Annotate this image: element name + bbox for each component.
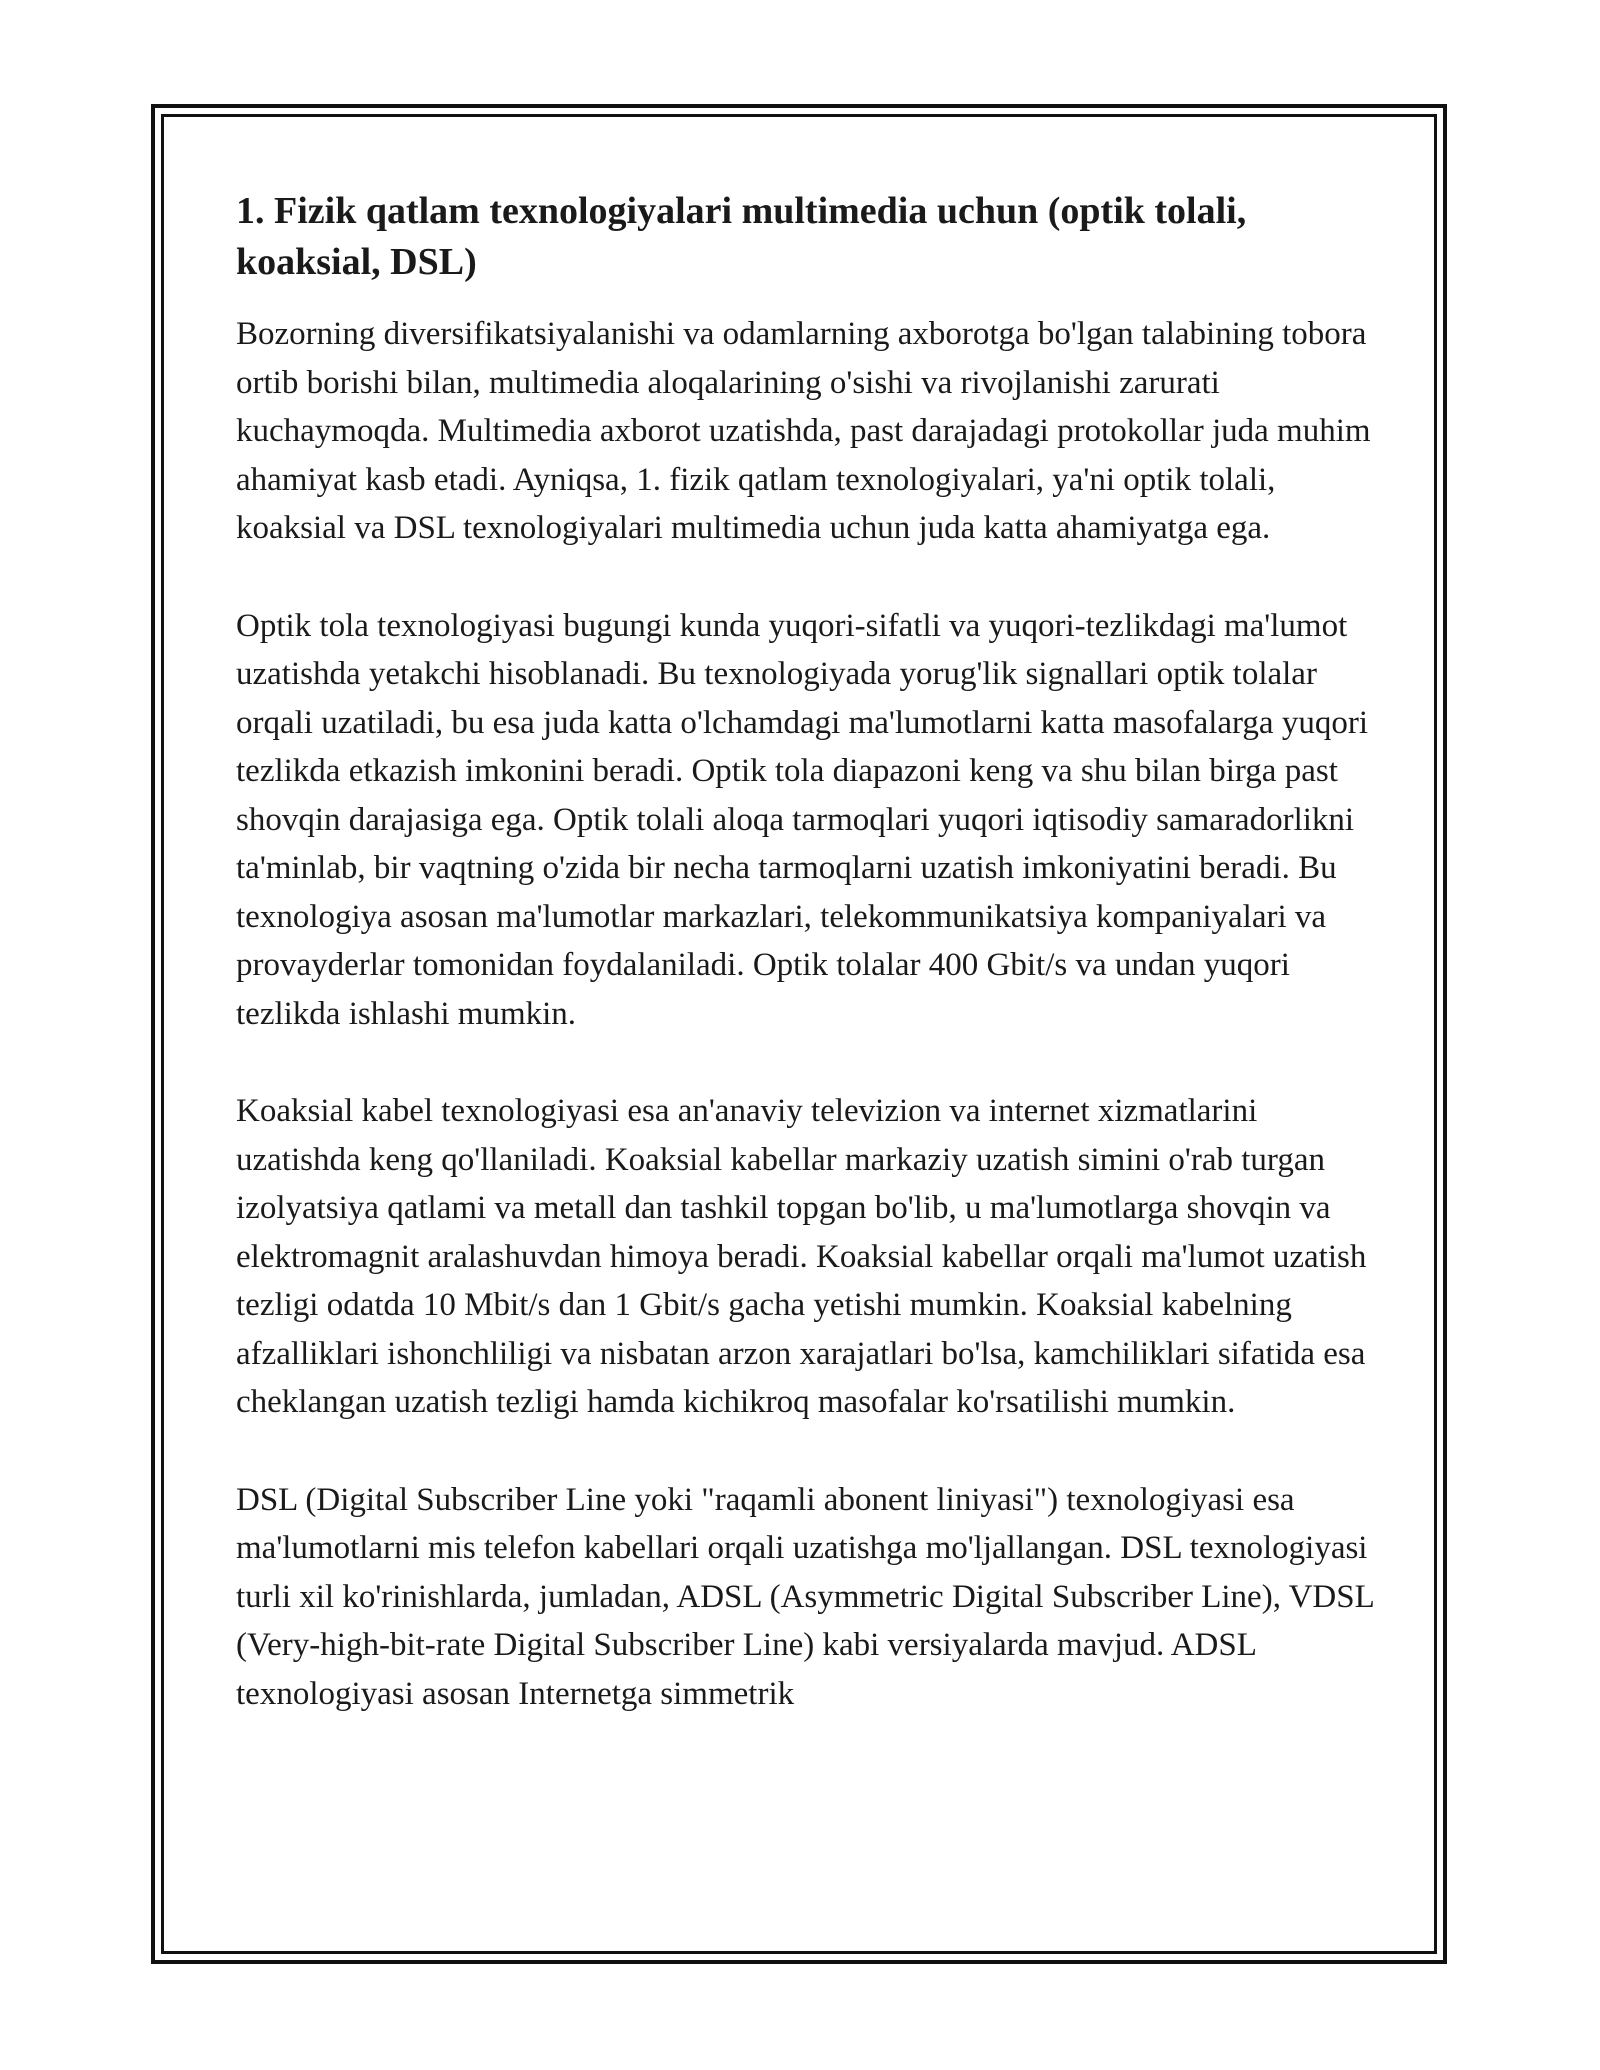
- paragraph-coaxial: Koaksial kabel texnologiyasi esa an'anaviy televizion va internet xizmatlarini uzatishda keng qo'llaniladi. Koaksial kabellar markaziy uzatish simini o'rab turgan izolyatsiya qatlami va metall dan tashkil topgan bo'lib, u ma'lumotlarga shovqin va elektromagnit aralashuvdan himoya beradi. Koaksial kabellar orqali ma'lumot uzatish tezligi odatda 10 Mbit/s dan 1 Gbit/s gacha yetishi mumkin. Koaksial kabelning afzalliklari ishonchliligi va nisbatan arzon xarajatlari bo'lsa, kamchiliklari sifatida esa cheklangan uzatish tezligi hamda kichikroq masofalar ko'rsatilishi mumkin.: [236, 1093, 1367, 1420]
- paragraph-optical-fiber: Optik tola texnologiyasi bugungi kunda yuqori-sifatli va yuqori-tezlikdagi ma'lumot uzatishda yetakchi hisoblanadi. Bu texnologiyada yorug'lik signallari optik tolalar orqali uzatiladi, bu esa juda katta o'lchamdagi ma'lumotlarni katta masofalarga yuqori tezlikda etkazish imkonini beradi. Optik tola diapazoni keng va shu bilan birga past shovqin darajasiga ega. Optik tolali aloqa tarmoqlari yuqori iqtisodiy samaradorlikni ta'minlab, bir vaqtning o'zida bir necha tarmoqlarni uzatish imkoniyatini beradi. Bu texnologiya asosan ma'lumotlar markazlari, telekommunikatsiya kompaniyalari va provayderlar tomonidan foydalaniladi. Optik tolalar 400 Gbit/s va undan yuqori tezlikda ishlashi mumkin.: [236, 607, 1368, 1032]
- paragraph-dsl: DSL (Digital Subscriber Line yoki "raqamli abonent liniyasi") texnologiyasi esa ma'lumotlarni mis telefon kabellari orqali uzatishga mo'ljallangan. DSL texnologiyasi turli xil ko'rinishlarda, jumladan, ADSL (Asymmetric Digital Subscriber Line), VDSL (Very-high-bit-rate Digital Subscriber Line) kabi versiyalarda mavjud. ADSL texnologiyasi asosan Internetga simmetrik: [236, 1481, 1374, 1712]
- section-heading: 1. Fizik qatlam texnologiyalari multimedia uchun (optik tolali, koaksial, DSL): [236, 190, 1247, 283]
- document-body: [236, 186, 1376, 1718]
- paragraph-intro: Bozorning diversifikatsiyalanishi va odamlarning axborotga bo'lgan talabining tobora ortib borishi bilan, multimedia aloqalarining o'sishi va rivojlanishi zarurati kuchaymoqda. Multimedia axborot uzatishda, past darajadagi protokollar juda muhim ahamiyat kasb etadi. Ayniqsa, 1. fizik qatlam texnologiyalari, ya'ni optik tolali, koaksial va DSL texnologiyalari multimedia uchun juda katta ahamiyatga ega.: [236, 316, 1371, 546]
